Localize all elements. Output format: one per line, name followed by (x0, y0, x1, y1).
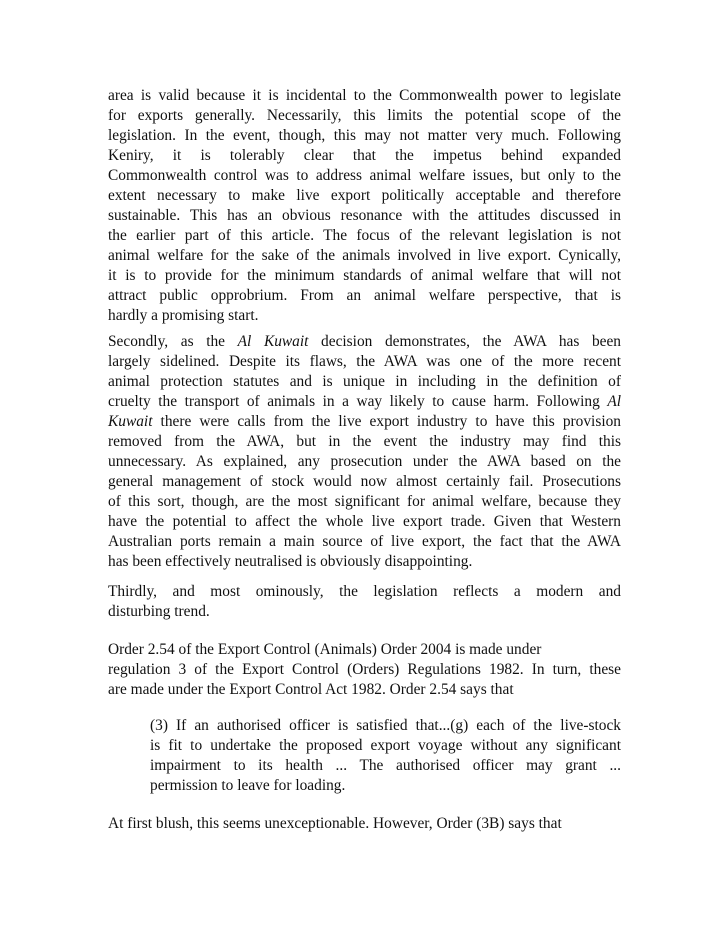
paragraph-modern-trend (108, 582, 621, 622)
text-line: Keniry, it is tolerably clear that the impetus behind expanded (108, 147, 621, 164)
text-line: is fit to undertake the proposed export voyage without any significant (150, 737, 621, 754)
text-line: has been effectively neutralised is obviously disappointing. (108, 553, 473, 570)
text-line: legislation. In the event, though, this may not matter very much. Following (108, 127, 621, 144)
text-line: (3) If an authorised officer is satisfied that...(g) each of the live-stock (150, 717, 621, 734)
text-line (108, 392, 621, 412)
text-line: animal welfare for the sake of the animals involved in live export. Cynically, (108, 247, 621, 264)
paragraph-order-254 (108, 640, 621, 700)
text-line: for exports generally. Necessarily, this limits the potential scope of the (108, 107, 621, 124)
case-name-italic: Kuwait (108, 413, 153, 430)
text-line: impairment to its health ... The authorised officer may grant ... (150, 757, 621, 774)
text-line: animal protection statutes and is unique in including in the definition of (108, 373, 621, 390)
text-line: of this sort, though, are the most significant for animal welfare, because they (108, 493, 621, 510)
case-name-italic: Al Kuwait (237, 333, 309, 350)
text-line: At first blush, this seems unexceptionable. However, Order (3B) says that (108, 815, 562, 832)
text-line: permission to leave for loading. (150, 777, 346, 794)
text-line: hardly a promising start. (108, 307, 259, 324)
text-line: area is valid because it is incidental to the Commonwealth power to legislate (108, 87, 621, 104)
paragraph-scope-of-legislation (108, 86, 621, 326)
text-line: it is to provide for the minimum standards of animal welfare that will not (108, 267, 621, 284)
text-line: sustainable. This has an obvious resonance with the attitudes discussed in (108, 207, 621, 224)
paragraph-first-blush (108, 814, 621, 834)
text-line: the earlier part of this article. The focus of the relevant legislation is not (108, 227, 621, 244)
text-line: disturbing trend. (108, 603, 210, 620)
paragraph-awa-sidelined (108, 332, 621, 572)
text-line: unnecessary. As explained, any prosecution under the AWA based on the (108, 453, 621, 470)
text-line: largely sidelined. Despite its flaws, the AWA was one of the more recent (108, 353, 621, 370)
text-line (108, 332, 621, 352)
text-fragment: Secondly, as the (108, 333, 238, 350)
text-line: have the potential to affect the whole live export trade. Given that Western (108, 513, 621, 530)
text-line: general management of stock would now almost certainly fail. Prosecutions (108, 473, 621, 490)
text-line (108, 412, 621, 432)
text-line: regulation 3 of the Export Control (Orders) Regulations 1982. In turn, these (108, 661, 621, 678)
text-line: Thirdly, and most ominously, the legislation reflects a modern and (108, 583, 621, 600)
text-line: Australian ports remain a main source of live export, the fact that the AWA (108, 533, 621, 550)
text-fragment: cruelty the transport of animals in a way likely to cause harm. Following (108, 393, 608, 410)
block-quote-order (150, 716, 621, 796)
text-line: attract public opprobrium. From an animal welfare perspective, that is (108, 287, 621, 304)
text-fragment: there were calls from the live export industry to have this provision (152, 413, 621, 430)
text-line: Order 2.54 of the Export Control (Animals) Order 2004 is made under (108, 641, 542, 658)
text-line: extent necessary to make live export politically acceptable and therefore (108, 187, 621, 204)
text-line: Commonwealth control was to address animal welfare issues, but only to the (108, 167, 621, 184)
text-line: are made under the Export Control Act 1982. Order 2.54 says that (108, 681, 514, 698)
case-name-italic: Al (607, 393, 621, 410)
text-line: removed from the AWA, but in the event the industry may find this (108, 433, 621, 450)
text-fragment: decision demonstrates, the AWA has been (308, 333, 622, 350)
